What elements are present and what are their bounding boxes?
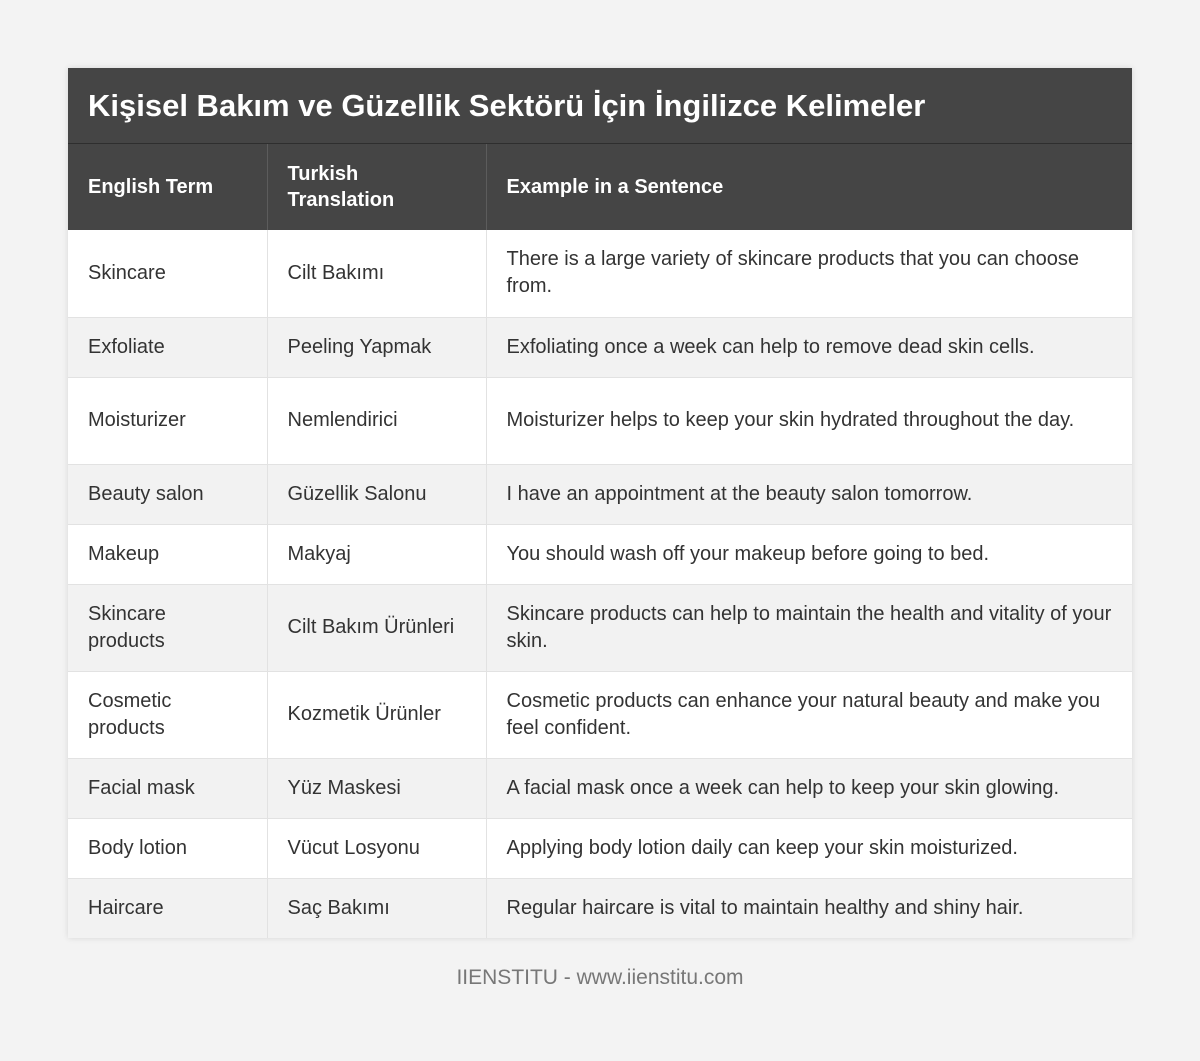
vocabulary-card: [68, 68, 1132, 938]
turkish-translation-cell: Makyaj: [267, 524, 486, 584]
example-sentence-cell: A facial mask once a week can help to keep your skin glowing.: [486, 758, 1132, 818]
example-sentence-cell: Cosmetic products can enhance your natural beauty and make you feel confident.: [486, 671, 1132, 758]
table-row: [68, 230, 1132, 317]
english-term-cell: Makeup: [68, 524, 267, 584]
table-row: [68, 464, 1132, 524]
english-term-cell: Skincare: [68, 230, 267, 317]
table-title-bar: [68, 68, 1132, 144]
english-term-cell: Moisturizer: [68, 377, 267, 464]
table-row: [68, 584, 1132, 671]
table-row: [68, 818, 1132, 878]
table-header-row: [68, 144, 1132, 230]
turkish-translation-cell: Cilt Bakımı: [267, 230, 486, 317]
example-sentence-cell: You should wash off your makeup before going to bed.: [486, 524, 1132, 584]
english-term-cell: Cosmetic products: [68, 671, 267, 758]
turkish-translation-cell: Saç Bakımı: [267, 878, 486, 938]
turkish-translation-cell: Kozmetik Ürünler: [267, 671, 486, 758]
table-row: [68, 377, 1132, 464]
example-sentence-cell: Regular haircare is vital to maintain healthy and shiny hair.: [486, 878, 1132, 938]
turkish-translation-cell: Güzellik Salonu: [267, 464, 486, 524]
table-row: [68, 878, 1132, 938]
table-row: [68, 524, 1132, 584]
example-sentence-cell: Exfoliating once a week can help to remove dead skin cells.: [486, 317, 1132, 377]
example-sentence-cell: I have an appointment at the beauty salon tomorrow.: [486, 464, 1132, 524]
turkish-translation-cell: Nemlendirici: [267, 377, 486, 464]
example-sentence-cell: Moisturizer helps to keep your skin hydrated throughout the day.: [486, 377, 1132, 464]
table-title: Kişisel Bakım ve Güzellik Sektörü İçin İngilizce Kelimeler: [88, 87, 926, 123]
example-sentence-cell: There is a large variety of skincare products that you can choose from.: [486, 230, 1132, 317]
english-term-cell: Body lotion: [68, 818, 267, 878]
footer-credit: IIENSTITU - www.iienstitu.com: [456, 966, 744, 989]
turkish-translation-cell: Peeling Yapmak: [267, 317, 486, 377]
turkish-translation-cell: Yüz Maskesi: [267, 758, 486, 818]
column-header-turkish-translation: Turkish Translation: [267, 144, 486, 230]
table-row: [68, 671, 1132, 758]
column-header-english-term: English Term: [68, 144, 267, 230]
table-row: [68, 317, 1132, 377]
column-header-example-sentence: Example in a Sentence: [486, 144, 1132, 230]
english-term-cell: Facial mask: [68, 758, 267, 818]
example-sentence-cell: Skincare products can help to maintain the health and vitality of your skin.: [486, 584, 1132, 671]
turkish-translation-cell: Cilt Bakım Ürünleri: [267, 584, 486, 671]
english-term-cell: Skincare products: [68, 584, 267, 671]
example-sentence-cell: Applying body lotion daily can keep your skin moisturized.: [486, 818, 1132, 878]
english-term-cell: Haircare: [68, 878, 267, 938]
table-row: [68, 758, 1132, 818]
turkish-translation-cell: Vücut Losyonu: [267, 818, 486, 878]
english-term-cell: Beauty salon: [68, 464, 267, 524]
vocabulary-table: [68, 144, 1132, 938]
english-term-cell: Exfoliate: [68, 317, 267, 377]
